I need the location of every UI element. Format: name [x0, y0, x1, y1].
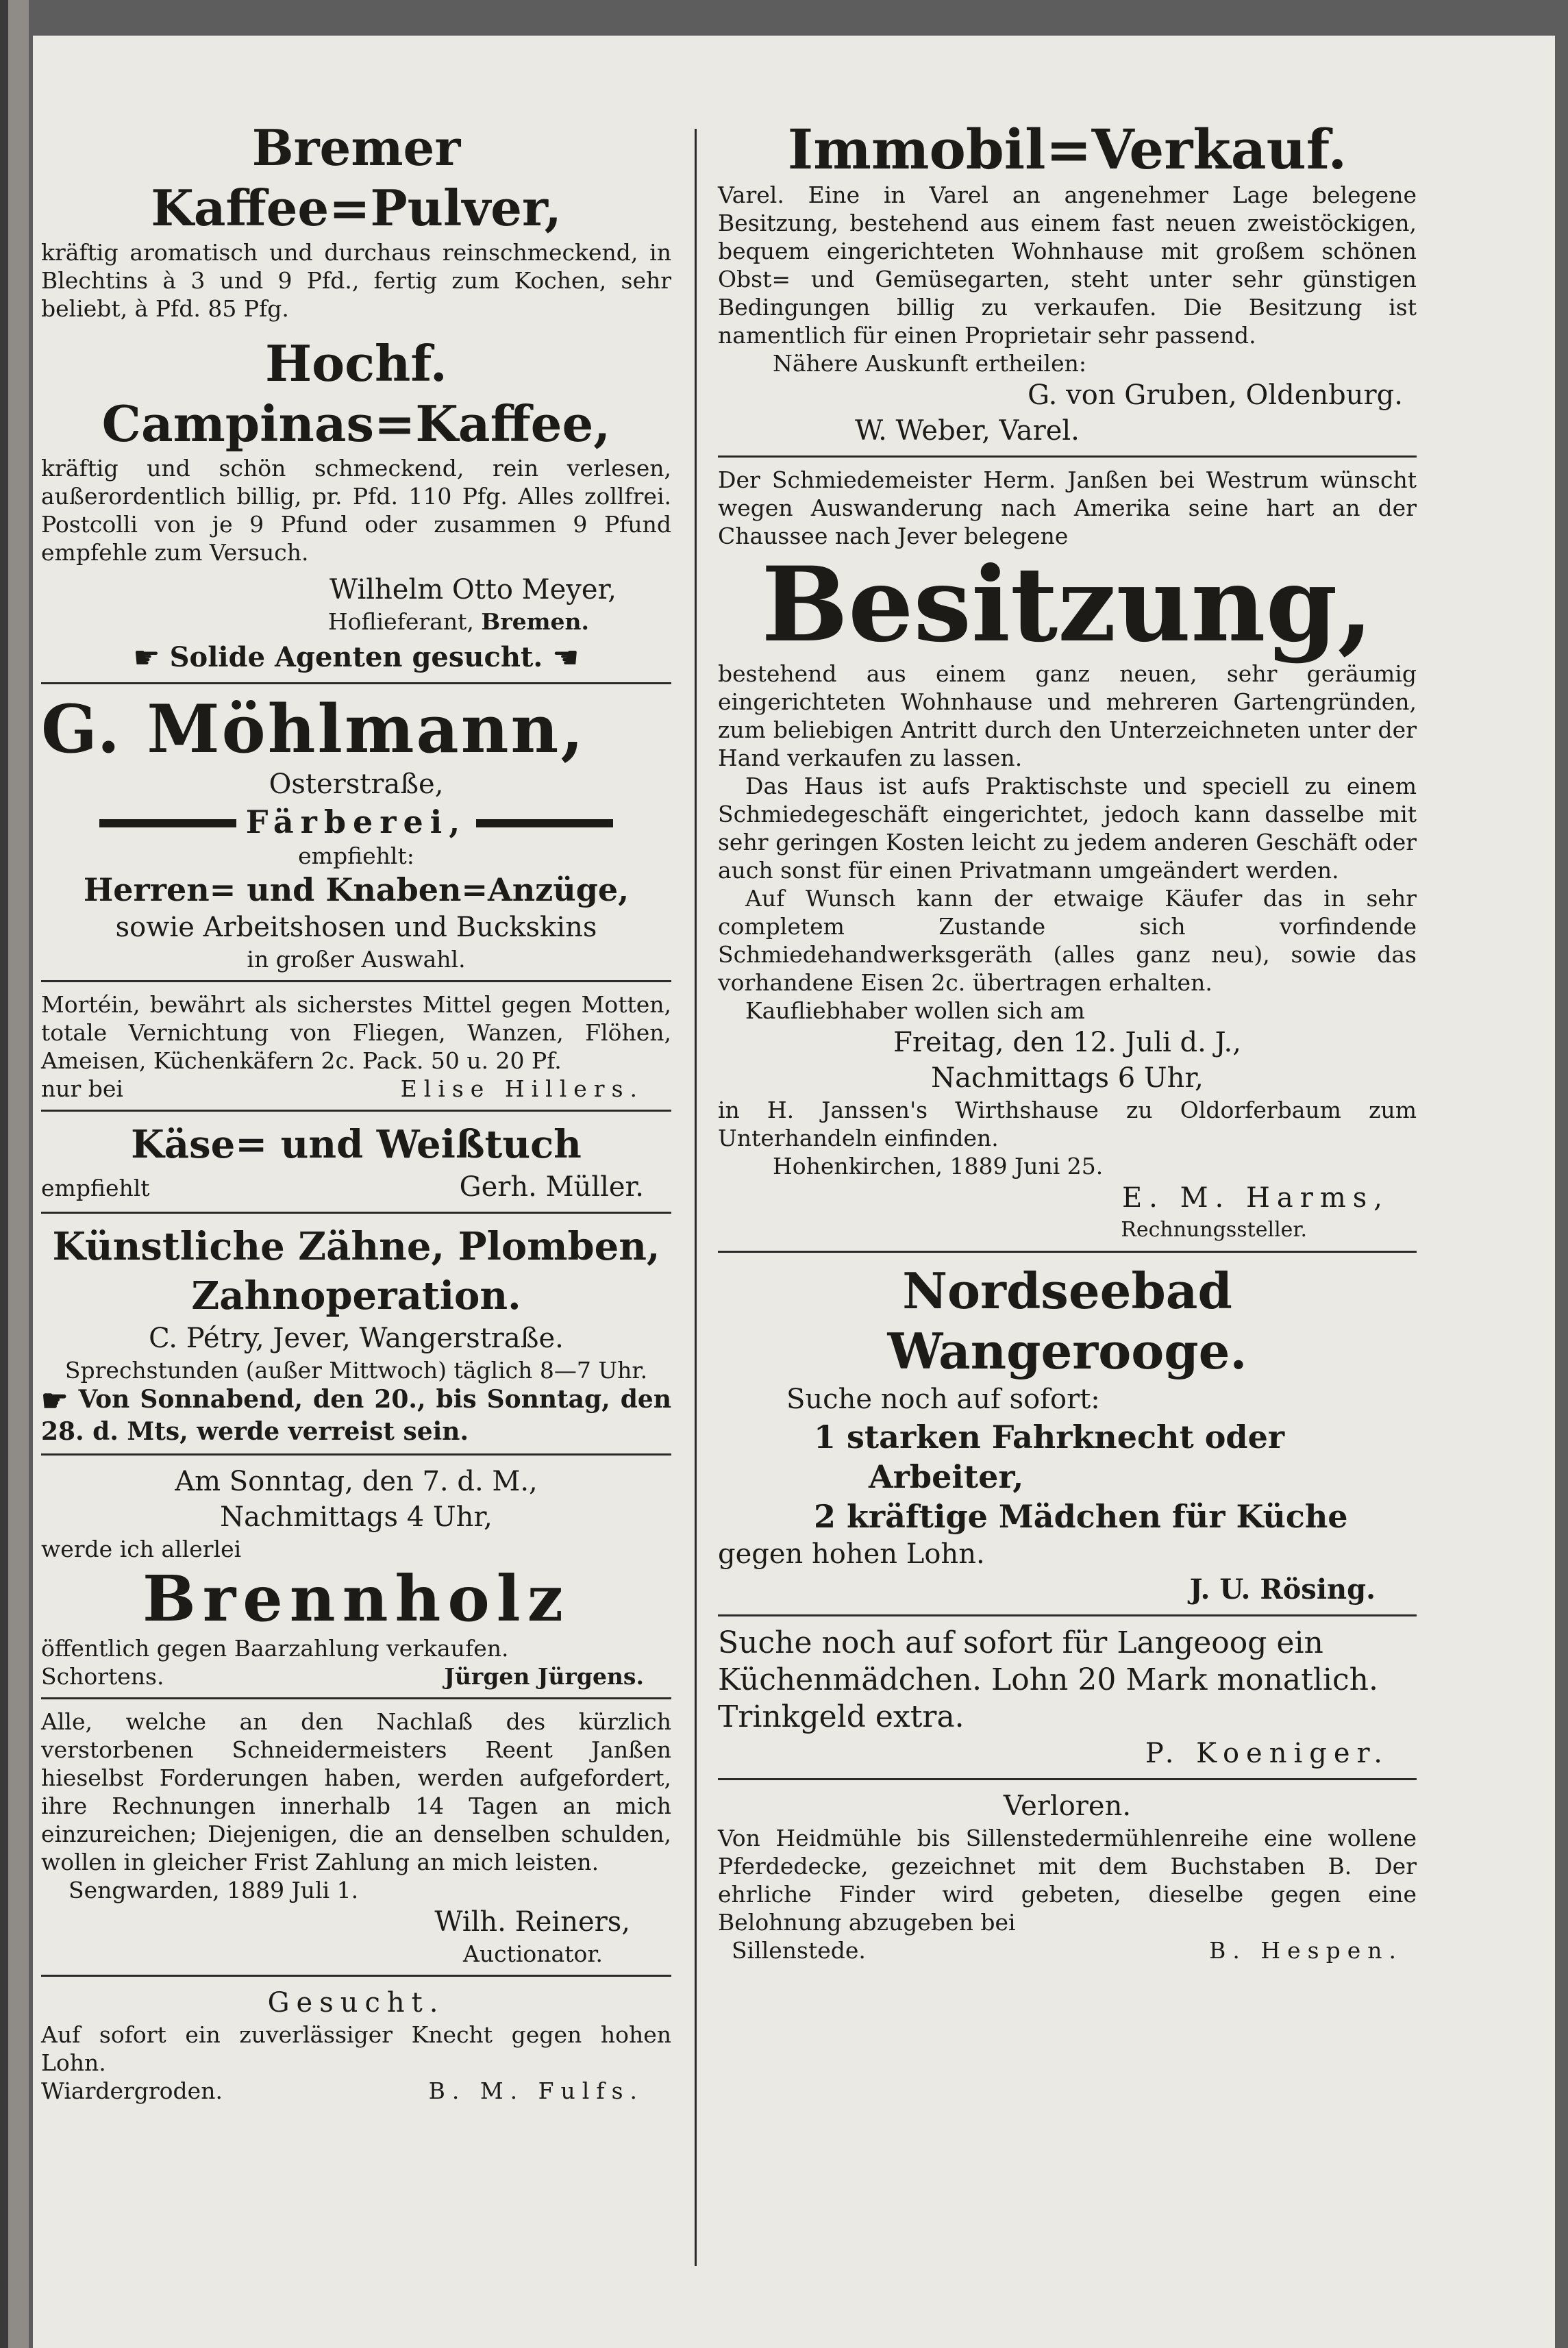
ad-besitzung [718, 466, 1417, 1244]
ad-text: kräftig aromatisch und durchaus reinschmeckend, in Blechtins à 3 und 9 Pfd., fertig zum Kochen, sehr beliebt, à Pfd. 85 Pfg. [41, 239, 671, 322]
ad-role: Auctionator. [463, 1940, 603, 1967]
ad-place: Schortens. [41, 1663, 164, 1690]
decorative-bar [99, 817, 236, 827]
ad-text-2: Das Haus ist aufs Praktischste und speciell zu einem Schmiedegeschäft eingerichtet, jedoch kann dasselbe mit sehr geringen Kosten leicht zu jedem anderen Geschäft oder auch sonst für einen Privatmann umgeändert werden. [718, 773, 1417, 884]
ad-job-1b: Arbeiter, [869, 1458, 1024, 1495]
ad-verloren [718, 1788, 1417, 1964]
ad-line-2: Nachmittags 4 Uhr, [220, 1501, 493, 1533]
ad-job-1: 1 starken Fahrknecht oder [814, 1419, 1285, 1456]
ad-goods-2: sowie Arbeitshosen und Buckskins [115, 912, 597, 943]
ad-label: empfiehlt [41, 1175, 150, 1201]
pointing-hand-icon: ☛ [133, 640, 160, 675]
ad-line-4: öffentlich gegen Baarzahlung verkaufen. [41, 1635, 509, 1662]
ad-search: Suche noch auf sofort: [786, 1384, 1100, 1415]
ad-seller: Gerh. Müller. [459, 1171, 644, 1203]
pointing-hand-icon: ☛ [41, 1384, 69, 1419]
ad-title: Besitzung, [761, 545, 1373, 665]
ad-only-at: nur bei [41, 1075, 123, 1102]
ad-date-2: Nachmittags 6 Uhr, [931, 1062, 1204, 1094]
divider [41, 1212, 671, 1214]
ad-immobil [718, 118, 1417, 449]
ad-signature: P. Koeniger. [1145, 1738, 1389, 1769]
ad-gesucht [41, 1985, 671, 2105]
ad-title: Bremer Kaffee=Pulver, [151, 118, 562, 237]
divider [718, 1614, 1417, 1616]
ad-job-2: 2 kräftige Mädchen für Küche [814, 1498, 1348, 1535]
ad-title: Nordseebad Wangerooge. [887, 1262, 1247, 1380]
ad-info: Nähere Auskunft ertheilen: [773, 350, 1086, 377]
ad-text: Suche noch auf sofort für Langeoog ein Küchenmädchen. Lohn 20 Mark monatlich. Trinkgeld extra. [718, 1625, 1378, 1734]
ad-title: Künstliche Zähne, Plomben, [52, 1224, 660, 1269]
left-column [41, 118, 671, 2105]
ad-signature: E. M. Harms, [1121, 1182, 1389, 1214]
ad-footer [41, 1662, 671, 1690]
ad-role: Rechnungssteller. [1121, 1218, 1307, 1242]
ad-place: Hohenkirchen, 1889 Juni 25. [773, 1153, 1104, 1179]
ad-notice [41, 1384, 671, 1447]
ad-signature: B. Hespen. [1209, 1937, 1403, 1964]
ad-wangerooge [718, 1261, 1417, 1608]
ad-signature: Wilh. Reiners, [434, 1906, 630, 1938]
ad-footer [41, 1075, 671, 1103]
ad-date-1: Freitag, den 12. Juli d. J., [893, 1027, 1241, 1058]
ad-signature: B. M. Fulfs. [428, 2077, 644, 2104]
ad-moehlmann [41, 692, 671, 973]
ad-signature: Wilhelm Otto Meyer, [329, 574, 617, 605]
divider [41, 1975, 671, 1977]
ad-title: Immobil=Verkauf. [787, 117, 1347, 182]
newspaper-page [33, 36, 1555, 2348]
ad-mortein [41, 990, 671, 1103]
ad-nachlass [41, 1708, 671, 1968]
divider [718, 1778, 1417, 1780]
divider [41, 1453, 671, 1456]
divider [41, 1110, 671, 1112]
ad-contact-1: G. von Gruben, Oldenburg. [1028, 379, 1403, 411]
ad-brennholz [41, 1464, 671, 1690]
ad-goods-3: in großer Auswahl. [247, 946, 466, 973]
ad-seller: Jürgen Jürgens. [444, 1663, 644, 1690]
ad-text: Mortéin, bewährt als sicherstes Mittel gegen Motten, totale Vernichtung von Fliegen, Wanzen, Flöhen, Ameisen, Küchenkäfern 2c. Pack. 50 u. 20 Pf. [41, 991, 671, 1074]
divider [718, 1251, 1417, 1253]
ad-footer [41, 1169, 671, 1205]
ad-seller: Elise Hillers. [400, 1075, 644, 1102]
business-line [41, 802, 671, 842]
ad-title-2: Zahnoperation. [191, 1273, 521, 1319]
ad-line-1: Am Sonntag, den 7. d. M., [175, 1466, 538, 1497]
binding-shadow [0, 0, 8, 2348]
ad-footer [41, 2077, 671, 2105]
ad-text-5: in H. Janssen's Wirthshause zu Oldorferbaum zum Unterhandeln einfinden. [718, 1097, 1417, 1151]
ad-text-3: Auf Wunsch kann der etwaige Käufer das in sehr completem Zustande sich vorfindende Schmiedehandwerksgeräth (alles ganz neu), sowie das vorhandene Eisen 2c. übertragen erhalten. [718, 885, 1417, 996]
divider [41, 1697, 671, 1699]
ad-kaffee [41, 118, 671, 675]
ad-text: Von Heidmühle bis Sillenstedermühlenreihe eine wollene Pferdedecke, gezeichnet mit dem Buchstaben B. Der ehrliche Finder wird gebeten, dieselbe gegen eine Belohnung abzugeben bei [718, 1825, 1417, 1936]
ad-langeoog [718, 1625, 1417, 1771]
ad-place: Sillenstede. [732, 1937, 866, 1964]
supplier-label: Hoflieferant, [327, 608, 474, 635]
ad-text: Alle, welche an den Nachlaß des kürzlich verstorbenen Schneidermeisters Reent Janßen hieselbst Forderungen haben, werden aufgefordert, ihre Rechnungen innerhalb 14 Tagen an mich einzureichen; Diejenigen, die an denselben schulden, wollen in gleicher Frist Zahlung an mich leisten. [41, 1708, 671, 1875]
supplier-city: Bremen. [481, 608, 589, 635]
ad-title-2: Hochf. Campinas=Kaffee, [101, 334, 611, 453]
ad-zaehne [41, 1222, 671, 1447]
decorative-bar [476, 817, 613, 827]
ad-text-4: Kaufliebhaber wollen sich am [745, 997, 1085, 1024]
ad-text-2: kräftig und schön schmeckend, rein verlesen, außerordentlich billig, pr. Pfd. 110 Pfg. Alles zollfrei. Postcolli von je 9 Pfund oder zusammen 9 Pfund empfehle zum Versuch. [41, 455, 671, 566]
ad-contact-2: W. Weber, Varel. [855, 415, 1080, 447]
ad-title: Brennholz [142, 1562, 570, 1636]
pointing-hand-icon: ☛ [552, 640, 580, 675]
ad-title: Käse= und Weißtuch [131, 1122, 582, 1167]
ad-intro: Der Schmiedemeister Herm. Janßen bei Westrum wünscht wegen Auswanderung nach Amerika seine hart an der Chaussee nach Jever belegene [718, 466, 1417, 549]
ad-place: Wiardergroden. [41, 2077, 223, 2104]
divider [41, 980, 671, 982]
ad-text: Auf sofort ein zuverlässiger Knecht gegen hohen Lohn. [41, 2021, 671, 2076]
agents-text: Solide Agenten gesucht. [169, 641, 543, 673]
ad-goods: Herren= und Knaben=Anzüge, [83, 871, 630, 908]
ad-line-3: werde ich allerlei [41, 1536, 242, 1562]
right-column [718, 118, 1417, 1964]
ad-hours: Sprechstunden (außer Mittwoch) täglich 8—7 Uhr. [64, 1357, 648, 1384]
ad-dentist: C. Pétry, Jever, Wangerstraße. [149, 1323, 564, 1354]
divider [718, 455, 1417, 458]
ad-text-1: bestehend aus einem ganz neuen, sehr geräumig eingerichteten Wohnhause und mehreren Gartengründen, zum beliebigen Antritt durch den Unterzeichneten unter der Hand verkaufen zu lassen. [718, 660, 1417, 771]
ad-title: G. Möhlmann, [41, 690, 586, 768]
ad-street: Osterstraße, [269, 769, 444, 800]
ad-date: Sengwarden, 1889 Juli 1. [69, 1877, 359, 1903]
column-divider [695, 129, 697, 2266]
ad-business: Färberei, [245, 803, 467, 840]
ad-title: Gesucht. [267, 1987, 445, 2019]
divider [41, 682, 671, 684]
ad-text: Varel. Eine in Varel an angenehmer Lage belegene Besitzung, bestehend aus einem fast neuen zweistöckigen, bequem eingerichteten Wohnhause mit großem schönen Obst= und Gemüsegarten, steht unter sehr günstigen Bedingungen billig zu verkaufen. Die Besitzung ist namentlich für einen Proprietair sehr passend. [718, 182, 1417, 349]
agents-line [41, 640, 671, 675]
ad-kaese [41, 1120, 671, 1205]
ad-recommends: empfiehlt: [298, 842, 414, 869]
ad-job-3: gegen hohen Lohn. [718, 1538, 985, 1570]
ad-title: Verloren. [1003, 1790, 1132, 1822]
ad-footer [718, 1936, 1417, 1964]
ad-signature: J. U. Rösing. [1189, 1573, 1376, 1606]
ad-notice-text: Von Sonnabend, den 20., bis Sonntag, den 28. d. Mts, werde verreist sein. [41, 1385, 671, 1446]
